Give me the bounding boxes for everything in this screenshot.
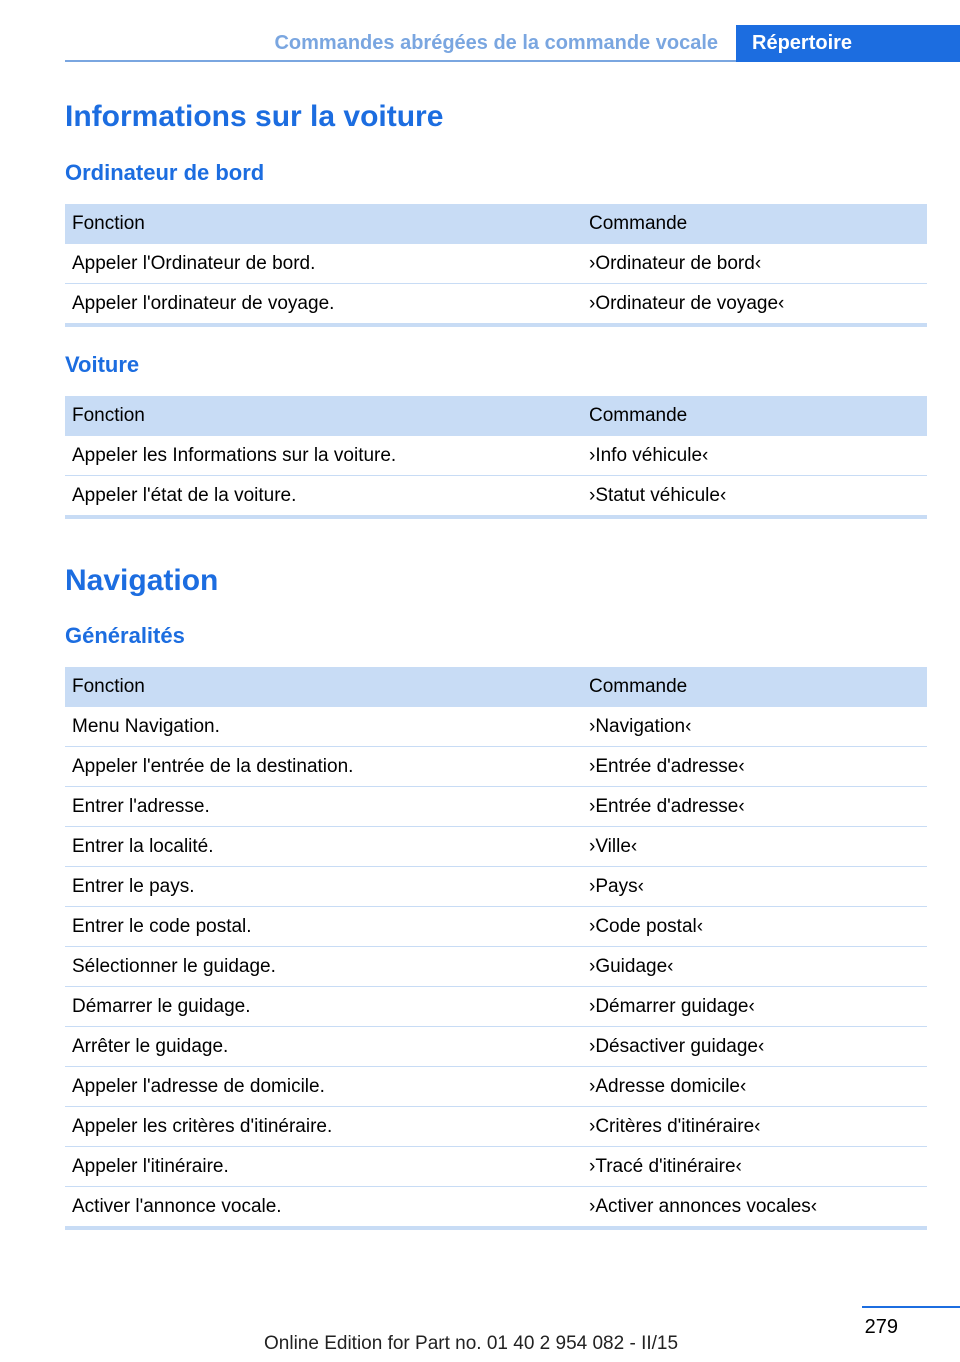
- table-row: [65, 1187, 927, 1229]
- commande-cell: ›Ordinateur de bord‹: [582, 244, 927, 284]
- subsection-title: Voiture: [65, 352, 140, 377]
- commande-cell: ›Ville‹: [582, 827, 927, 867]
- command-table: [65, 204, 927, 327]
- column-header-fonction: Fonction: [65, 396, 582, 436]
- fonction-cell: Entrer le pays.: [65, 867, 582, 907]
- commande-cell: ›Entrée d'adresse‹: [582, 787, 927, 827]
- footer-rule: [862, 1306, 960, 1308]
- fonction-cell: Menu Navigation.: [65, 707, 582, 747]
- table-row: [65, 436, 927, 476]
- commande-cell: ›Code postal‹: [582, 907, 927, 947]
- fonction-cell: Entrer le code postal.: [65, 907, 582, 947]
- commande-cell: ›Info véhicule‹: [582, 436, 927, 476]
- header-rule: [65, 60, 736, 62]
- table-header-row: [65, 396, 927, 436]
- command-table: [65, 667, 927, 1230]
- page-header: [65, 25, 960, 62]
- table-row: [65, 747, 927, 787]
- chapter-title: Commandes abrégées de la commande vocale: [274, 32, 718, 54]
- subsection-title: Généralités: [65, 623, 185, 648]
- table-row: [65, 1067, 927, 1107]
- fonction-cell: Appeler l'état de la voiture.: [65, 476, 582, 518]
- table-row: [65, 827, 927, 867]
- commande-cell: ›Navigation‹: [582, 707, 927, 747]
- commande-cell: ›Ordinateur de voyage‹: [582, 284, 927, 326]
- section-title: Informations sur la voiture: [65, 100, 444, 133]
- commande-cell: ›Guidage‹: [582, 947, 927, 987]
- fonction-cell: Appeler l'entrée de la destination.: [65, 747, 582, 787]
- table-row: [65, 476, 927, 518]
- fonction-cell: Démarrer le guidage.: [65, 987, 582, 1027]
- table-row: [65, 1147, 927, 1187]
- table-row: [65, 947, 927, 987]
- table-row: [65, 1027, 927, 1067]
- column-header-commande: Commande: [582, 667, 927, 707]
- edition-note: Online Edition for Part no. 01 40 2 954 082 - II/15: [264, 1333, 679, 1354]
- commande-cell: ›Adresse domicile‹: [582, 1067, 927, 1107]
- table-row: [65, 987, 927, 1027]
- fonction-cell: Activer l'annonce vocale.: [65, 1187, 582, 1229]
- table-row: [65, 707, 927, 747]
- table-header-row: [65, 204, 927, 244]
- table-row: [65, 284, 927, 326]
- commande-cell: ›Critères d'itinéraire‹: [582, 1107, 927, 1147]
- subsection-title: Ordinateur de bord: [65, 160, 265, 185]
- fonction-cell: Appeler l'ordinateur de voyage.: [65, 284, 582, 326]
- section-tab[interactable]: Répertoire: [736, 25, 960, 62]
- table-row: [65, 867, 927, 907]
- table-row: [65, 787, 927, 827]
- column-header-commande: Commande: [582, 396, 927, 436]
- commande-cell: ›Démarrer guidage‹: [582, 987, 927, 1027]
- fonction-cell: Sélectionner le guidage.: [65, 947, 582, 987]
- commande-cell: ›Activer annonces vocales‹: [582, 1187, 927, 1229]
- column-header-fonction: Fonction: [65, 667, 582, 707]
- column-header-commande: Commande: [582, 204, 927, 244]
- commande-cell: ›Pays‹: [582, 867, 927, 907]
- table-row: [65, 244, 927, 284]
- commande-cell: ›Entrée d'adresse‹: [582, 747, 927, 787]
- fonction-cell: Appeler l'adresse de domicile.: [65, 1067, 582, 1107]
- fonction-cell: Entrer l'adresse.: [65, 787, 582, 827]
- table-row: [65, 1107, 927, 1147]
- command-table: [65, 396, 927, 519]
- fonction-cell: Entrer la localité.: [65, 827, 582, 867]
- commande-cell: ›Tracé d'itinéraire‹: [582, 1147, 927, 1187]
- commande-cell: ›Désactiver guidage‹: [582, 1027, 927, 1067]
- page-number: 279: [864, 1316, 898, 1338]
- column-header-fonction: Fonction: [65, 204, 582, 244]
- table-row: [65, 907, 927, 947]
- table-header-row: [65, 667, 927, 707]
- fonction-cell: Arrêter le guidage.: [65, 1027, 582, 1067]
- fonction-cell: Appeler les critères d'itinéraire.: [65, 1107, 582, 1147]
- fonction-cell: Appeler les Informations sur la voiture.: [65, 436, 582, 476]
- commande-cell: ›Statut véhicule‹: [582, 476, 927, 518]
- section-title: Navigation: [65, 564, 219, 597]
- fonction-cell: Appeler l'itinéraire.: [65, 1147, 582, 1187]
- fonction-cell: Appeler l'Ordinateur de bord.: [65, 244, 582, 284]
